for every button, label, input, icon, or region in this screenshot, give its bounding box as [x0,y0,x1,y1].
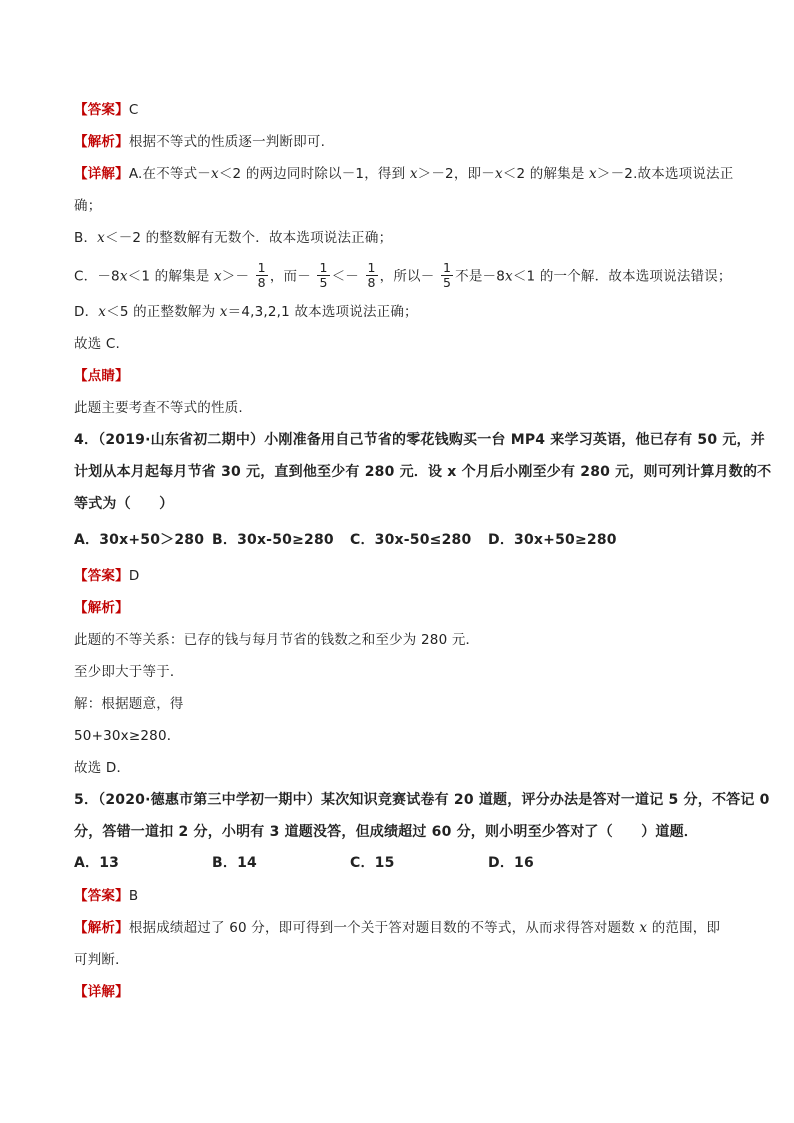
q3-option-c-line [74,262,732,291]
option-text: ＞－ [221,268,250,285]
option-text: ＜1 的解集是 [127,268,214,285]
detail-text: ＜2 的解集是 [502,166,590,182]
detail-text: ＞－2，即－ [417,166,495,182]
q4-option-b: B．30x-50≥280 [212,532,334,548]
detail-text: A.在不等式－ [128,166,212,182]
q4-stem-line1: 4．（2019·山东省初二期中）小刚准备用自己节省的零花钱购买一台 MP4 来学习英语，他已存有 50 元，并 [74,432,765,448]
answer-tag: 【答案】 [74,888,129,904]
q4-stem-line3: 等式为（ ） [74,496,174,512]
q4-analysis-4: 50+30x≥280． [74,728,181,744]
variable-x: x [494,166,503,182]
q5-option-c: C．15 [350,855,395,871]
q3-answer-line [74,100,138,120]
q4-answer-line [74,566,139,586]
option-label: B． [74,230,98,246]
q4-analysis-2: 至少即大于等于． [74,664,184,680]
analysis-tag: 【解析】 [74,920,129,936]
option-text: ，而－ [269,268,311,285]
q4-option-d: D．30x+50≥280 [488,532,617,548]
option-text: ＜5 的正整数解为 [106,304,220,320]
variable-x: x [409,166,418,182]
detail-text: 确； [74,198,102,214]
answer-tag: 【答案】 [74,102,129,118]
analysis-text: 根据成绩超过了 60 分，即可得到一个关于答对题目数的不等式，从而求得答对题数 [128,920,640,936]
fraction [441,261,453,290]
variable-x: x [505,268,513,285]
variable-x: x [211,166,219,182]
q5-analysis-line-2: 可判断． [74,952,129,968]
q4-conclusion: 故选 D． [74,760,131,776]
fraction [366,261,378,290]
answer-tag: 【答案】 [74,568,129,584]
q5-option-b: B．14 [212,855,257,871]
fraction [317,261,329,290]
option-text: ＜1 的一个解．故本选项说法错误； [512,268,732,285]
denominator: 5 [319,275,328,290]
analysis-text: 的范围，即 [647,920,721,936]
numerator: 1 [367,260,376,275]
q4-option-a: A．30x+50＞280 [74,532,205,548]
q5-stem-line1: 5．（2020·德惠市第三中学初一期中）某次知识竞赛试卷有 20 道题，评分办法是答对一道记 5 分，不答记 0 [74,792,770,808]
detail-text: ＞－2.故本选项说法正 [596,166,734,182]
numerator: 1 [319,260,328,275]
q4-option-c: C．30x-50≤280 [350,532,472,548]
analysis-text: 根据不等式的性质逐一判断即可. [128,134,326,150]
q3-detail-line-a [74,164,733,184]
answer-value: B [128,888,139,904]
q3-comment-tag-line [74,366,129,386]
analysis-tag: 【解析】 [74,134,129,150]
variable-x: x [98,304,107,320]
detail-text: ＜2 的两边同时除以－1，得到 [218,166,410,182]
fraction [256,261,268,290]
q5-option-a: A．13 [74,855,120,871]
q4-analysis-tag-line [74,598,129,618]
option-text: ，所以－ [379,268,435,285]
variable-x: x [213,268,222,285]
denominator: 8 [257,275,266,290]
numerator: 1 [257,260,266,275]
numerator: 1 [442,260,452,275]
analysis-tag: 【解析】 [74,600,129,616]
answer-value: D [128,568,140,584]
variable-x: x [97,230,105,246]
q3-analysis-line [74,132,325,152]
detail-tag: 【详解】 [74,984,129,1000]
q3-comment: 此题主要考查不等式的性质. [74,400,243,416]
q3-option-d-line [74,302,418,322]
option-text: ＜－2 的整数解有无数个．故本选项说法正确； [105,230,393,246]
q5-analysis-line [74,918,720,938]
q5-stem-line2: 分，答错一道扣 2 分，小明有 3 道题没答，但成绩超过 60 分，则小明至少答对了（ ）道题． [74,824,699,840]
q3-option-b-line [74,228,392,248]
variable-x: x [219,304,228,320]
variable-x: x [589,166,597,182]
variable-x: x [119,268,128,285]
comment-tag: 【点睛】 [74,368,129,384]
option-text: 不是－8 [455,268,506,285]
detail-tag: 【详解】 [74,166,129,182]
q4-analysis-1: 此题的不等关系：已存的钱与每月节省的钱数之和至少为 280 元． [74,632,480,648]
q5-detail-tag-line [74,982,129,1002]
q5-option-d: D．16 [488,855,534,871]
option-text: ＜－ [331,268,359,285]
option-text: ＝4,3,2,1 故本选项说法正确； [227,304,418,320]
q4-analysis-3: 解：根据题意，得 [74,696,184,712]
option-label: D． [74,304,99,320]
denominator: 5 [442,275,452,290]
option-label: C．－8 [74,268,120,285]
denominator: 8 [367,275,376,290]
q3-detail-line-a-cont [74,196,101,216]
q5-answer-line [74,886,138,906]
q3-conclusion: 故选 C. [74,336,121,352]
answer-value: C [128,102,139,118]
q4-stem-line2: 计划从本月起每月节省 30 元，直到他至少有 280 元．设 x 个月后小刚至少有 280 元，则可列计算月数的不 [74,464,772,480]
variable-x: x [639,920,648,936]
